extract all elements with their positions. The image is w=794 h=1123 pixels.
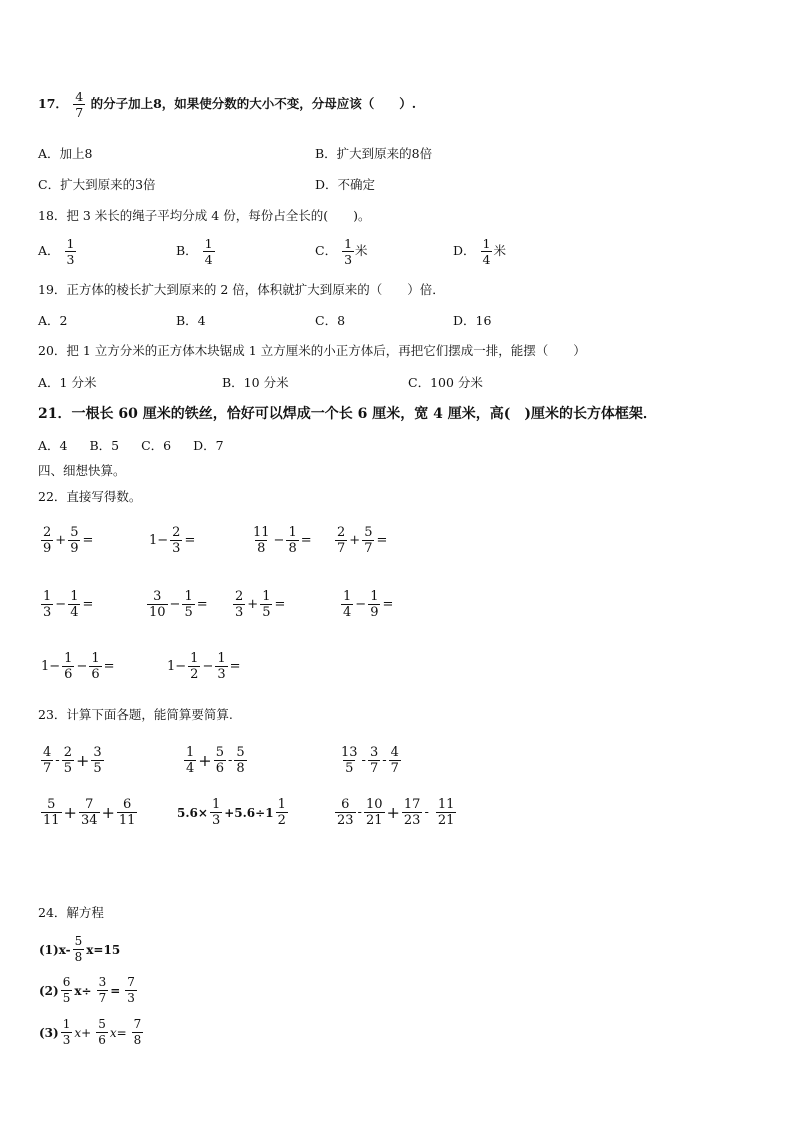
numerator: 4 [75,89,84,104]
denominator: 4 [70,605,79,620]
numerator: 1 [190,651,199,666]
q23-expr-3 [338,745,402,776]
denominator: 7 [75,105,84,120]
math-operator: (2) [39,983,59,998]
numerator: 11 [437,797,455,812]
fraction [91,745,103,776]
q17-fraction [73,89,85,120]
fraction [41,589,53,620]
q21-option-c: C．6 [141,438,172,453]
math-operator: - [424,804,429,820]
numerator: 4 [390,745,399,760]
numerator: 3 [93,745,102,760]
q22-item-10 [166,651,242,682]
numerator: 1 [91,651,100,666]
numerator: 1 [62,1017,71,1031]
math-operator: − [76,658,88,674]
numerator: 6 [341,797,350,812]
q23-expr-4 [40,797,138,828]
fraction [125,975,137,1006]
q24-equation-2 [38,975,138,1006]
fraction [368,745,380,776]
math-operator: = [82,596,94,612]
q21-option-d: D．7 [193,438,224,453]
denominator: 8 [288,541,297,556]
math-operator: − [202,658,214,674]
denominator: 7 [369,761,379,776]
fraction [214,745,226,776]
fraction [339,745,360,776]
denominator: 3 [43,605,52,620]
math-operator: x= [109,1025,127,1040]
math-operator: - [357,804,362,820]
numerator: 2 [337,525,346,540]
fraction [184,745,196,776]
q18-option-b: B． $\frac{1}{4}$ [176,236,213,267]
math-operator: = [82,532,94,548]
numerator: 5 [74,934,83,948]
fraction [335,797,356,828]
fraction [188,651,200,682]
fraction [62,745,74,776]
math-operator: + [55,532,67,548]
q24-equation-3 [38,1017,144,1048]
q19-option-c: C．8 [315,313,346,328]
fraction [132,1017,144,1048]
numerator: 7 [85,797,94,812]
math-operator: 1− [167,658,187,674]
numerator: 1 [482,236,491,251]
numerator: 1 [370,589,379,604]
denominator: 3 [127,991,135,1005]
fraction [170,525,182,556]
denominator: 23 [337,813,354,828]
q23-expr-1 [40,745,105,776]
math-operator: − [355,596,367,612]
q19-option-b: B．4 [176,313,206,328]
numerator: 1 [277,797,286,812]
q20-option-a: A．1 分米 [38,375,97,390]
denominator: 7 [337,541,346,556]
numerator: 2 [172,525,181,540]
fraction [436,797,457,828]
numerator: 1 [70,589,79,604]
numerator: 5 [364,525,373,540]
fraction [402,797,423,828]
numerator: 5 [47,797,56,812]
q22-item-2 [148,525,196,556]
q18-option-a-fraction [65,236,77,267]
math-operator: 5.6× [177,805,208,820]
denominator: 21 [365,813,383,828]
fraction [117,797,138,828]
fraction [182,589,194,620]
q17-option-b: B．扩大到原来的8倍 [315,146,433,161]
q22-item-7 [232,589,286,620]
q18-option-d: D． $\frac{1}{4}$ 米 [453,236,506,267]
denominator: 8 [133,1033,142,1047]
denominator: 3 [66,252,75,267]
fraction [61,1017,73,1048]
math-operator: = [110,983,121,998]
math-operator: x+ [74,1025,92,1040]
q22-item-3 [250,525,313,556]
math-operator: − [273,532,285,548]
math-operator: = [376,532,388,548]
math-operator: + [198,750,212,770]
denominator: 6 [91,667,100,682]
fraction [362,525,374,556]
denominator: 3 [62,1033,71,1047]
math-operator: + [63,802,77,822]
fraction [62,651,74,682]
denominator: 34 [80,813,98,828]
fraction [41,745,53,776]
fraction [41,525,53,556]
numerator: 5 [236,745,245,760]
q22-item-8 [340,589,394,620]
q23-stem: 23．计算下面各题，能简算要简算. [38,707,233,722]
numerator: 1 [211,797,221,812]
denominator: 11 [43,813,60,828]
fraction [368,589,380,620]
fraction [89,651,101,682]
denominator: 2 [277,813,286,828]
denominator: 7 [390,761,399,776]
q24-stem: 24．解方程 [38,905,104,920]
denominator: 6 [98,1033,106,1047]
fraction [335,525,347,556]
fraction [364,797,385,828]
math-operator: - [227,752,233,768]
math-operator: = [184,532,196,548]
denominator: 10 [149,605,166,620]
q23-expr-5 [176,797,289,828]
q18-option-d-fraction [481,236,493,267]
numerator: 2 [63,745,72,760]
denominator: 7 [364,541,373,556]
numerator: 6 [123,797,132,812]
denominator: 9 [43,541,52,556]
numerator: 13 [341,745,358,760]
fraction [276,797,288,828]
numerator: 2 [43,525,52,540]
q18-option-b-fraction [203,236,215,267]
section-heading: 四、细想快算。 [38,463,126,478]
q22-stem: 22．直接写得数。 [38,489,142,504]
q22-item-1 [40,525,94,556]
denominator: 4 [343,605,352,620]
math-operator: x=15 [86,942,121,957]
fraction [251,525,272,556]
fraction [215,651,227,682]
fraction [341,589,353,620]
numerator: 1 [204,236,213,251]
q20-stem: 20．把 1 立方分米的正方体木块锯成 1 立方厘米的小正方体后，再把它们摆成一排，能摆（ ） [38,343,586,358]
q23-expr-2 [183,745,248,776]
q23-expr-6 [334,797,457,828]
numerator: 7 [127,975,135,989]
q20-option-b: B．10 分米 [222,375,289,390]
denominator: 5 [93,761,102,776]
fraction [260,589,272,620]
math-operator: +5.6÷1 [224,805,274,820]
numerator: 1 [66,236,75,251]
denominator: 9 [370,605,379,620]
numerator: 5 [70,525,79,540]
q19-stem: 19．正方体的棱长扩大到原来的 2 倍，体积就扩大到原来的（ ）倍． [38,282,445,297]
denominator: 11 [118,813,136,828]
math-operator: - [55,752,60,768]
numerator: 1 [186,745,195,760]
denominator: 4 [186,761,195,776]
denominator: 7 [43,761,52,776]
denominator: 6 [215,761,224,776]
denominator: 3 [211,813,221,828]
denominator: 5 [62,991,71,1005]
denominator: 23 [403,813,421,828]
math-operator: 1− [149,532,169,548]
numerator: 5 [98,1017,106,1031]
denominator: 8 [257,541,266,556]
q17-line [38,89,416,120]
q21-stem: 21．一根长 60 厘米的铁丝，恰好可以焊成一个长 6 厘米，宽 4 厘米，高( )厘米的长方体框架． [38,406,657,422]
denominator: 4 [482,252,491,267]
fraction [286,525,298,556]
q22-item-9 [40,651,116,682]
fraction [41,797,62,828]
math-operator: + [247,596,259,612]
denominator: 3 [172,541,181,556]
numerator: 4 [43,745,52,760]
fraction [68,525,80,556]
fraction [79,797,100,828]
q17-text: 的分子加上8，如果使分数的大小不变，分母应该（ ）. [90,96,417,111]
numerator: 1 [343,589,352,604]
denominator: 3 [344,252,353,267]
math-operator: x÷ [74,983,92,998]
math-operator: + [386,802,400,822]
denominator: 21 [437,813,455,828]
math-operator: + [101,802,115,822]
math-operator: - [361,752,366,768]
q21-option-b: B．5 [89,438,120,453]
denominator: 4 [204,252,213,267]
q18-option-a: A． $\frac{1}{3}$ [38,236,75,267]
math-operator: = [382,596,394,612]
q17-option-d: D．不确定 [315,177,376,192]
denominator: 8 [236,761,245,776]
math-operator: + [75,750,90,770]
q17-option-c: C．扩大到原来的3倍 [38,177,156,192]
numerator: 1 [344,236,353,251]
math-operator: - [382,752,387,768]
denominator: 5 [63,761,72,776]
math-operator: 1− [41,658,61,674]
numerator: 17 [403,797,421,812]
q17-number: 17． [38,96,68,111]
q17-option-a: A．加上8 [38,146,93,161]
fraction [389,745,401,776]
math-operator: + [349,532,361,548]
math-operator: (1)x- [39,942,71,957]
numerator: 2 [235,589,244,604]
math-operator: = [274,596,286,612]
numerator: 10 [365,797,383,812]
numerator: 1 [64,651,73,666]
fraction [147,589,168,620]
numerator: 5 [215,745,224,760]
math-operator: = [103,658,115,674]
numerator: 3 [369,745,379,760]
numerator: 1 [184,589,193,604]
fraction [233,589,245,620]
fraction [61,975,73,1006]
numerator: 3 [153,589,162,604]
numerator: 6 [62,975,71,989]
q21-options [38,438,224,454]
numerator: 11 [253,525,270,540]
q22-item-5 [40,589,94,620]
fraction [234,745,246,776]
denominator: 9 [70,541,79,556]
denominator: 5 [262,605,271,620]
denominator: 6 [64,667,73,682]
q24-equation-1 [38,934,121,965]
math-operator: − [55,596,67,612]
fraction [96,1017,108,1048]
q22-item-6 [146,589,209,620]
math-operator: = [196,596,208,612]
math-operator: = [229,658,241,674]
denominator: 5 [184,605,193,620]
denominator: 7 [98,991,107,1005]
denominator: 3 [217,667,226,682]
numerator: 1 [43,589,52,604]
q19-option-a: A．2 [38,313,68,328]
fraction [210,797,222,828]
numerator: 3 [98,975,107,989]
fraction [68,589,80,620]
numerator: 1 [217,651,226,666]
q21-option-a: A．4 [38,438,68,453]
denominator: 2 [190,667,199,682]
q18-stem: 18．把 3 米长的绳子平均分成 4 份，每份占全长的( )。 [38,208,371,223]
denominator: 5 [345,761,354,776]
numerator: 1 [262,589,271,604]
math-operator: − [169,596,181,612]
numerator: 1 [288,525,297,540]
q19-option-d: D．16 [453,313,492,328]
q18-option-c: C． $\frac{1}{3}$ 米 [315,236,368,267]
fraction [97,975,109,1006]
numerator: 7 [133,1017,142,1031]
q20-option-c: C．100 分米 [408,375,483,390]
q18-option-c-fraction [342,236,354,267]
math-operator: = [300,532,312,548]
fraction [73,934,85,965]
q22-item-4 [334,525,388,556]
denominator: 8 [74,950,83,964]
math-operator: (3) [39,1025,59,1040]
denominator: 3 [235,605,244,620]
